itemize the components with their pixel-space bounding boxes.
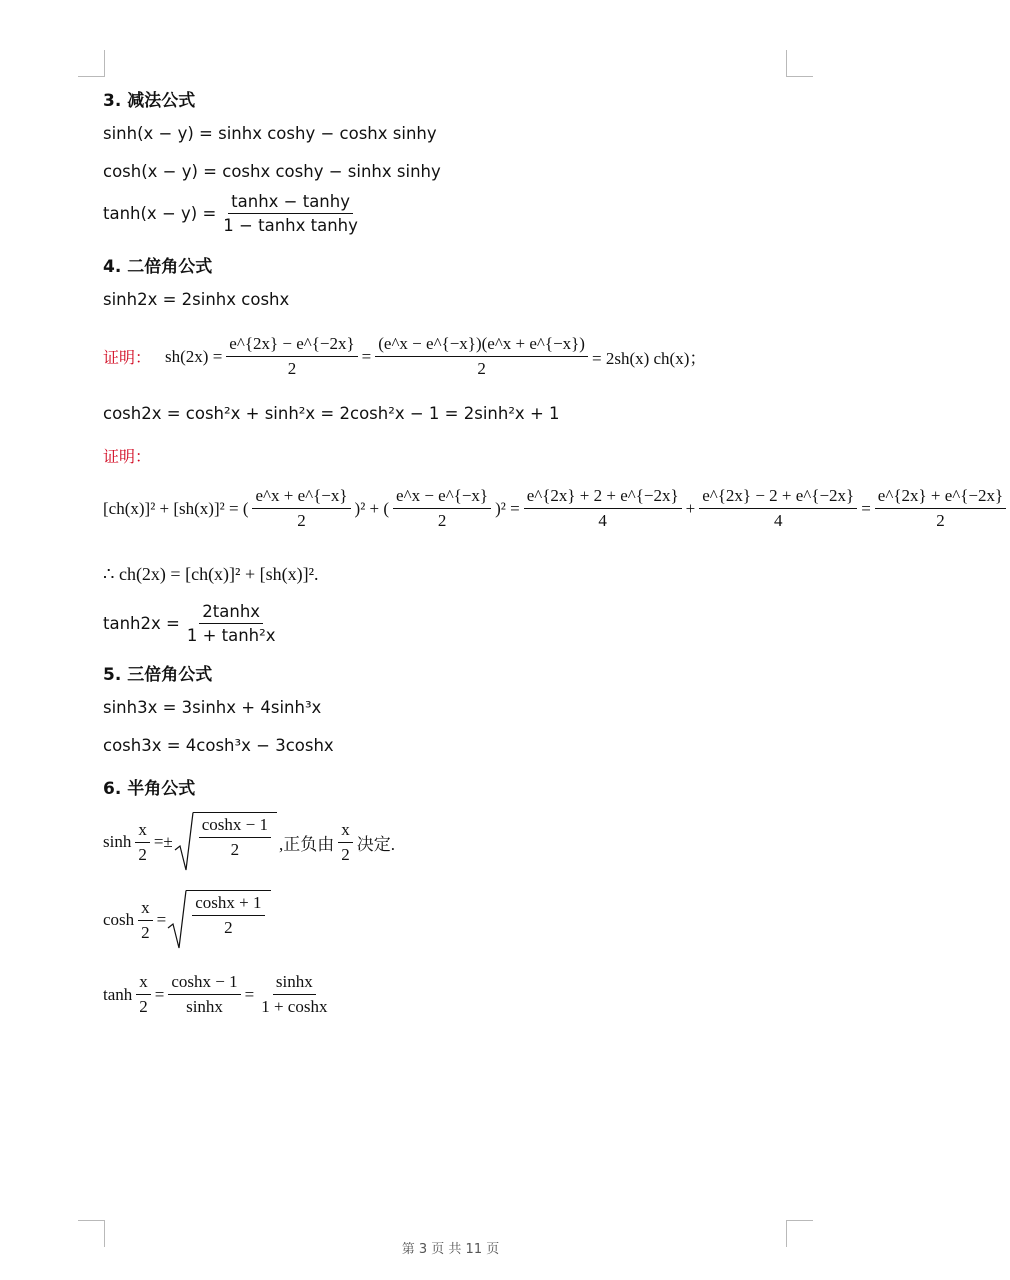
formula-sign: =± — [153, 832, 173, 851]
formula-lhs: cosh — [103, 910, 135, 929]
proof-fraction-1 — [226, 334, 357, 379]
formula-sinh-half — [103, 812, 395, 872]
fraction-numerator: e^{2x} − e^{−2x} — [226, 334, 357, 357]
proof-fraction-2 — [375, 334, 588, 379]
half-fraction — [135, 820, 150, 865]
sign-note: 决定. — [356, 834, 396, 854]
formula-cosh-triple: cosh3x = 4cosh³x − 3coshx — [103, 736, 334, 755]
formula-tanh-difference — [103, 192, 365, 235]
fraction-denominator: 2 — [224, 918, 233, 937]
tanh-half-fraction-1 — [168, 972, 240, 1017]
fraction-numerator: coshx + 1 — [192, 893, 264, 916]
formula-lhs: tanh — [103, 984, 133, 1004]
proof-text: )² + ( — [354, 498, 390, 518]
note-fraction — [338, 820, 353, 865]
fraction-numerator: x — [138, 898, 153, 921]
proof-cosh-double — [103, 486, 1010, 531]
proof-text: )² = — [495, 498, 520, 518]
tanh-difference-lhs: tanh(x − y) = — [103, 204, 217, 223]
fraction-denominator: 4 — [598, 511, 607, 530]
tanh-double-fraction — [184, 602, 279, 645]
fraction-numerator: e^{2x} + 2 + e^{−2x} — [524, 486, 682, 509]
fraction-denominator: 2 — [230, 840, 240, 859]
proof-fraction-5 — [875, 486, 1006, 531]
proof-label: 证明： — [103, 447, 152, 466]
formula-cosh-double: cosh2x = cosh²x + sinh²x = 2cosh²x − 1 = 2sinh²x + 1 — [103, 404, 560, 423]
formula-sign: = — [156, 910, 167, 929]
formula-sinh-triple: sinh3x = 3sinhx + 4sinh³x — [103, 698, 322, 717]
proof-lhs: [ch(x)]² + [sh(x)]² = ( — [103, 498, 249, 518]
fraction-numerator: e^{2x} + e^{−2x} — [875, 486, 1006, 509]
fraction-numerator: x — [136, 972, 151, 995]
fraction-denominator: sinhx — [186, 997, 223, 1016]
fraction-numerator: e^x − e^{−x} — [393, 486, 491, 509]
half-fraction — [138, 898, 153, 943]
fraction-denominator: 1 − tanhx tanhy — [223, 216, 358, 235]
half-fraction — [136, 972, 151, 1017]
heading-triple-angle-formulas: 5. 三倍角公式 — [103, 665, 213, 685]
proof-fraction-2 — [393, 486, 491, 531]
proof-conclusion: ∴ ch(2x) = [ch(x)]² + [sh(x)]². — [103, 564, 319, 584]
square-root — [168, 890, 270, 950]
page-number-footer: 第 3 页 共 11 页 — [401, 1242, 500, 1257]
proof-fraction-1 — [252, 486, 350, 531]
radical-sign-icon — [175, 812, 193, 872]
fraction-numerator: coshx − 1 — [199, 815, 271, 838]
formula-lhs: sinh — [103, 832, 132, 851]
fraction-numerator: e^x + e^{−x} — [252, 486, 350, 509]
proof-label: 证明： — [103, 348, 152, 367]
fraction-numerator: sinhx — [273, 972, 316, 995]
fraction-numerator: e^{2x} − 2 + e^{−2x} — [699, 486, 857, 509]
proof-fraction-4 — [699, 486, 857, 531]
fraction-numerator: x — [135, 820, 150, 843]
formula-tanh-double — [103, 602, 283, 645]
fraction-denominator: 2 — [138, 844, 147, 864]
corner-mark-top-left — [78, 50, 105, 77]
fraction-numerator: tanhx − tanhy — [228, 192, 353, 214]
fraction-numerator: 2tanhx — [199, 602, 263, 624]
corner-mark-top-right — [786, 50, 813, 77]
fraction-denominator: 2 — [297, 511, 306, 530]
radical-sign-icon — [168, 890, 186, 950]
heading-subtraction-formulas: 3. 减法公式 — [103, 91, 196, 111]
proof-lhs: sh(2x) = — [165, 346, 223, 366]
proof-rhs: = 2sh(x) ch(x)； — [591, 349, 707, 368]
formula-sign: = — [244, 984, 255, 1004]
fraction-denominator: 4 — [773, 511, 783, 530]
formula-sign: = — [154, 984, 165, 1004]
proof-text: + — [685, 498, 696, 518]
fraction-denominator: 1 + coshx — [261, 997, 328, 1016]
formula-sinh-double: sinh2x = 2sinhx coshx — [103, 290, 290, 309]
proof-text: = — [861, 498, 871, 518]
fraction-denominator: 2 — [287, 359, 297, 378]
fraction-numerator: (e^x − e^{−x})(e^x + e^{−x}) — [375, 334, 588, 357]
formula-tanh-half — [103, 972, 334, 1017]
sign-note: ,正负由 — [279, 834, 335, 854]
fraction-numerator: x — [338, 820, 353, 843]
formula-cosh-difference: cosh(x − y) = coshx coshy − sinhx sinhy — [103, 162, 441, 181]
radicand-fraction — [199, 815, 271, 860]
square-root — [175, 812, 277, 872]
proof-sinh-double: 证明： sh(2x) = $\frac{e\^{}\{2x\} - e\^{}\{-2x\}}{2}$ = $\frac{(e\^{}x - e\^{}\{-x\})(e\^{}x + e\^{}\{-x\})}{2}$ = 2sh(x) ch(x)； — [103, 334, 707, 378]
fraction-denominator: 1 + tanh²x — [186, 626, 276, 645]
fraction-denominator: 2 — [141, 922, 150, 942]
tanh-half-fraction-2 — [258, 972, 330, 1017]
formula-sinh-difference: sinh(x − y) = sinhx coshy − coshx sinhy — [103, 124, 437, 143]
fraction-denominator: 2 — [139, 997, 148, 1016]
fraction-denominator: 2 — [437, 511, 447, 530]
proof-fraction-3 — [524, 486, 682, 531]
fraction-denominator: 2 — [936, 511, 945, 530]
fraction-numerator: coshx − 1 — [168, 972, 240, 995]
heading-half-angle-formulas: 6. 半角公式 — [103, 779, 196, 799]
tanh-double-lhs: tanh2x = — [103, 614, 180, 633]
fraction-denominator: 2 — [341, 844, 350, 864]
formula-cosh-half — [103, 890, 273, 950]
heading-double-angle-formulas: 4. 二倍角公式 — [103, 257, 213, 277]
radicand-fraction — [192, 893, 264, 938]
tanh-difference-fraction — [220, 192, 361, 235]
fraction-denominator: 2 — [477, 359, 486, 378]
